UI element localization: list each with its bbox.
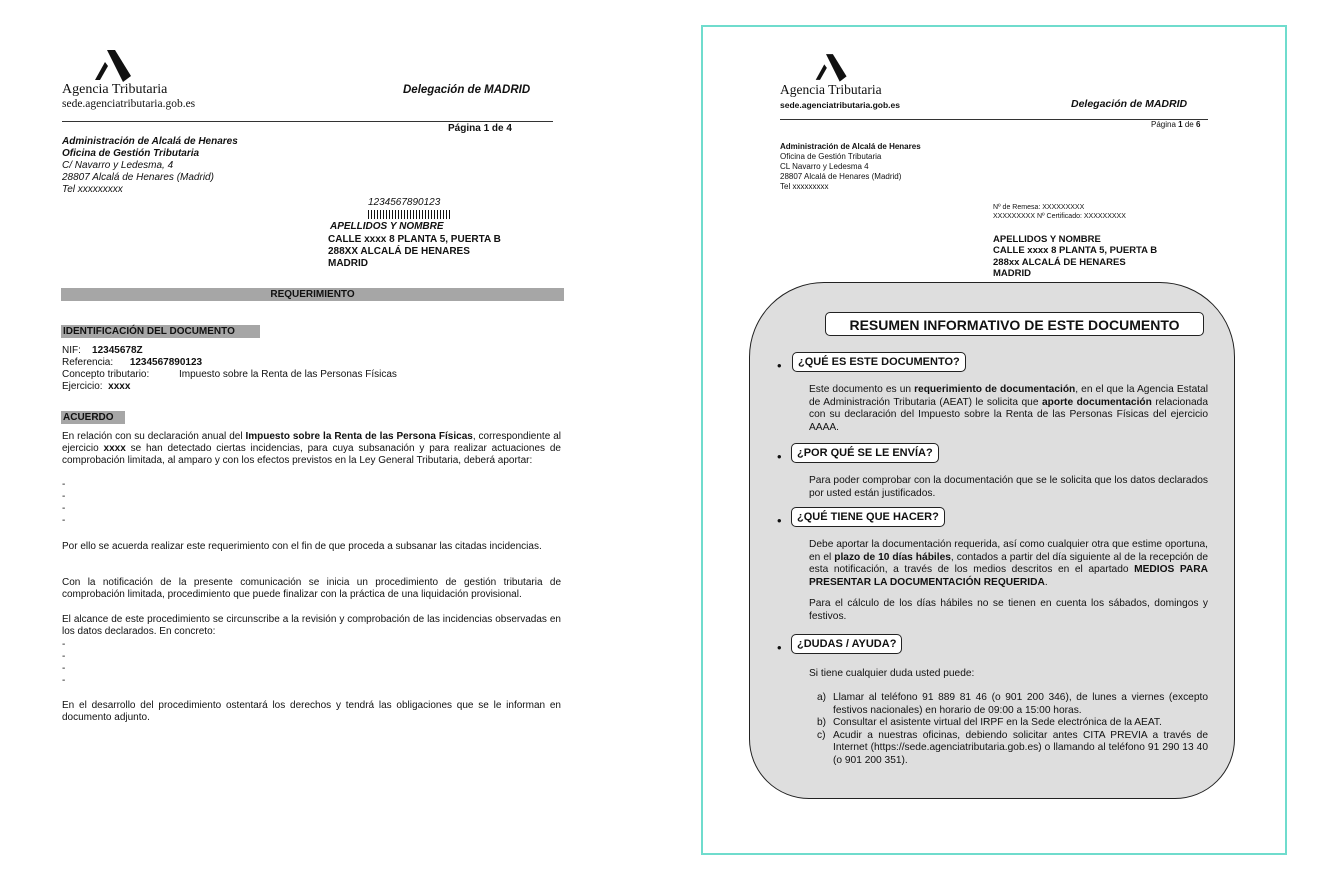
agency-name: Agencia Tributaria xyxy=(62,82,168,97)
recipient-name: APELLIDOS Y NOMBRE xyxy=(330,221,444,232)
required-items-list xyxy=(62,479,65,527)
bullet-icon: • xyxy=(777,640,782,655)
answer-what-to-do: Debe aportar la documentación requerida, así como cualquier otra que estime oportuna, en el plazo de 10 días hábiles, contados a partir del día siguiente al de la recepción de esta notificación, a través de los medios descritos en el apartado MEDIOS PARA PRESENTAR LA DOCUMENTACIÓN REQUERIDA. Para el cálculo de los días hábiles no se tienen en cuenta los sábados, domingos y festivos. xyxy=(809,539,1209,622)
recipient-street: CALLE xxxx 8 PLANTA 5, PUERTA B xyxy=(993,245,1158,256)
list-item: - xyxy=(62,491,66,502)
recipient-province: MADRID xyxy=(993,268,1031,279)
agreement-paragraph-3: Con la notificación de la presente comunicación se inicia un procedimiento de gestión tributaria de comprobación limitada, procedimiento que puede finalizar con la práctica de una liquidación provisional. xyxy=(62,577,561,600)
bullet-icon: • xyxy=(777,358,782,373)
office-phone: Tel xxxxxxxxx xyxy=(62,184,123,195)
year-row: Ejercicio: xxxx xyxy=(62,381,131,392)
left-document-page xyxy=(0,0,640,877)
identification-heading: IDENTIFICACIÓN DEL DOCUMENTO xyxy=(61,325,260,338)
page-number: Página 1 de 6 xyxy=(1151,120,1201,129)
nif-row: NIF: 12345678Z xyxy=(62,345,143,356)
agreement-paragraph-1: En relación con su declaración anual del Impuesto sobre la Renta de las Persona Físicas, correspondiente al ejercicio xxxx se han detectado ciertas incidencias, para cuya subsanación y para realizar actuaciones de comprobación limitada, al amparo y con los efectos previstos en la Ley General Tributaria, deberá aportar: xyxy=(62,431,561,466)
agencia-tributaria-logo-icon xyxy=(93,48,135,82)
office-admin: Administración de Alcalá de Henares xyxy=(780,142,921,151)
recipient-province: MADRID xyxy=(328,258,368,269)
list-item: c) Acudir a nuestras oficinas, debiendo solicitar antes CITA PREVIA a través de Internet (https://sede.agenciatributaria.gob.es) o llamando al teléfono 91 290 13 40 (o 901 200 351). xyxy=(817,729,1208,766)
summary-title: RESUMEN INFORMATIVO DE ESTE DOCUMENTO xyxy=(825,312,1204,336)
question-what-to-do: ¿QUÉ TIENE QUE HACER? xyxy=(791,507,945,527)
question-why-sent: ¿POR QUÉ SE LE ENVÍA? xyxy=(791,443,939,463)
recipient-city: 288XX ALCALÁ DE HENARES xyxy=(328,246,470,257)
right-document-page-frame xyxy=(701,25,1287,855)
office-phone: Tel xxxxxxxxx xyxy=(780,182,829,191)
summary-box xyxy=(749,282,1235,799)
barcode-number: 1234567890123 xyxy=(368,197,441,208)
agency-website: sede.agenciatributaria.gob.es xyxy=(780,100,900,110)
list-item: a) Llamar al teléfono 91 889 81 46 (o 901 200 346), de lunes a viernes (excepto festivos nacionales) en horario de 09:00 a 15:00 horas. xyxy=(817,692,1208,716)
page-number: Página 1 de 4 xyxy=(448,123,512,134)
concept-value: Impuesto sobre la Renta de las Personas Físicas xyxy=(179,369,397,380)
document-title-bar: REQUERIMIENTO xyxy=(61,288,564,301)
agreement-paragraph-4: El alcance de este procedimiento se circunscribe a la revisión y comprobación de las incidencias observadas en los datos declarados. En concreto: xyxy=(62,614,561,637)
office-admin: Administración de Alcalá de Henares xyxy=(62,136,238,147)
answer-why-sent: Para poder comprobar con la documentación que se le solicita que los datos declarados por usted están justificados. xyxy=(809,475,1208,499)
recipient-name: APELLIDOS Y NOMBRE xyxy=(993,234,1101,245)
list-item: b) Consultar el asistente virtual del IRPF en la Sede electrónica de la AEAT. xyxy=(817,717,1162,728)
delegation-label: Delegación de MADRID xyxy=(403,84,531,96)
office-street: CL Navarro y Ledesma 4 xyxy=(780,162,869,171)
header-divider xyxy=(62,121,553,122)
concept-row: Concepto tributario: xyxy=(62,369,150,380)
agreement-heading: ACUERDO xyxy=(61,411,125,424)
bullet-icon: • xyxy=(777,449,782,464)
answer-what-is: Este documento es un requerimiento de documentación, en el que la Agencia Estatal de Administración Tributaria (AEAT) le solicita que aporte documentación relacionada con su declaración del Impuesto sobre la Renta de las Personas Físicas del ejercicio AAAA. xyxy=(809,384,1209,433)
list-item: - xyxy=(62,479,66,490)
agency-name: Agencia Tributaria xyxy=(780,82,882,97)
office-street: C/ Navarro y Ledesma, 4 xyxy=(62,160,174,171)
reference-row: Referencia: 1234567890123 xyxy=(62,357,203,368)
list-item: - xyxy=(62,675,66,686)
incidence-list xyxy=(62,639,65,687)
recipient-city: 288xx ALCALÁ DE HENARES xyxy=(993,257,1126,268)
list-item: - xyxy=(62,503,66,514)
certificate-number: XXXXXXXXX Nº Certificado: XXXXXXXXX xyxy=(993,213,1126,220)
bullet-icon: • xyxy=(777,513,782,528)
help-options-list xyxy=(817,692,1208,767)
agreement-paragraph-2: Por ello se acuerda realizar este requerimiento con el fin de que proceda a subsanar las citadas incidencias. xyxy=(62,541,542,552)
delegation-label: Delegación de MADRID xyxy=(1071,98,1188,110)
question-help: ¿DUDAS / AYUDA? xyxy=(791,634,902,654)
agreement-paragraph-5: En el desarrollo del procedimiento ostentará los derechos y tendrá las obligaciones que se le informan en documento adjunto. xyxy=(62,700,561,723)
recipient-street: CALLE xxxx 8 PLANTA 5, PUERTA B xyxy=(328,234,501,245)
list-item: - xyxy=(62,639,66,650)
list-item: - xyxy=(62,651,66,662)
office-name: Oficina de Gestión Tributaria xyxy=(780,152,882,161)
answer-help-intro: Si tiene cualquier duda usted puede: xyxy=(809,668,975,679)
header-divider xyxy=(780,119,1208,120)
agencia-tributaria-logo-icon xyxy=(814,52,850,82)
remittance-number: Nº de Remesa: XXXXXXXXX xyxy=(993,204,1085,211)
list-item: - xyxy=(62,663,66,674)
office-name: Oficina de Gestión Tributaria xyxy=(62,148,200,159)
barcode xyxy=(368,210,450,219)
office-city: 28807 Alcalá de Henares (Madrid) xyxy=(780,172,902,181)
list-item: - xyxy=(62,515,66,526)
agency-website: sede.agenciatributaria.gob.es xyxy=(62,98,196,110)
office-city: 28807 Alcalá de Henares (Madrid) xyxy=(62,172,214,183)
question-what-is: ¿QUÉ ES ESTE DOCUMENTO? xyxy=(792,352,966,372)
